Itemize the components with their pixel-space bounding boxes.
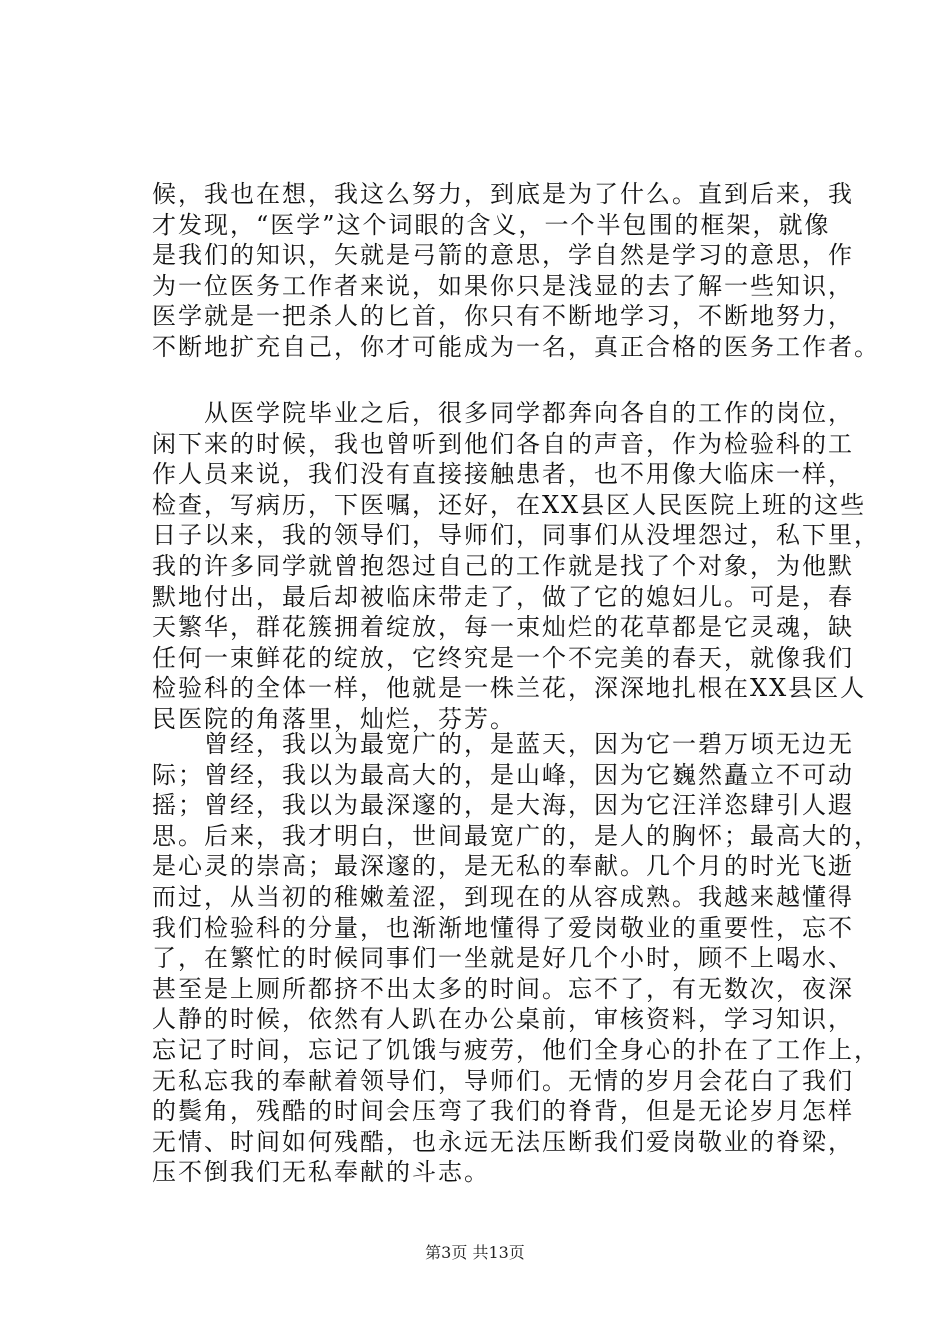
paragraph-1 [152, 179, 880, 363]
page-number: 第3页 共13页 [425, 1243, 525, 1262]
text-line: 从医学院毕业之后，很多同学都奔向各自的工作的岗位， [152, 399, 854, 427]
text-line: 我的许多同学就曾抱怨过自己的工作就是找了个对象，为他默 [152, 551, 854, 580]
text-line: 了，在繁忙的时候同事们一坐就是好几个小时，顾不上喝水、 [152, 944, 854, 973]
text-line: 是心灵的崇高；最深邃的，是无私的奉献。几个月的时光飞逝 [152, 852, 854, 881]
text-line: 思。后来，我才明白，世间最宽广的，是人的胸怀；最高大的， [152, 821, 880, 850]
text-line: 的鬓角，残酷的时间会压弯了我们的脊背，但是无论岁月怎样 [152, 1097, 854, 1126]
text-line: 际；曾经，我以为最高大的，是山峰，因为它巍然矗立不可动 [152, 760, 854, 789]
text-line: 检验科的全体一样，他就是一株兰花，深深地扎根在XX县区人 [152, 674, 867, 703]
text-line: 忘记了时间，忘记了饥饿与疲劳，他们全身心的扑在了工作上， [152, 1035, 880, 1064]
text-line: 不断地扩充自己，你才可能成为一名，真正合格的医务工作者。 [152, 332, 880, 361]
paragraph-3 [152, 729, 880, 1188]
paragraph-2 [152, 398, 880, 735]
text-line: 甚至是上厕所都挤不出太多的时间。忘不了，有无数次，夜深 [152, 974, 854, 1003]
text-line: 人静的时候，依然有人趴在办公桌前，审核资料，学习知识， [152, 1005, 854, 1034]
text-line: 闲下来的时候，我也曾听到他们各自的声音，作为检验科的工 [152, 429, 854, 458]
text-line: 而过，从当初的稚嫩羞涩，到现在的从容成熟。我越来越懂得 [152, 882, 854, 911]
text-line: 是我们的知识，矢就是弓箭的意思，学自然是学习的意思，作 [152, 241, 854, 270]
text-line: 无情、时间如何残酷，也永远无法压断我们爱岗敬业的脊梁， [152, 1127, 854, 1156]
text-line: 才发现，“医学”这个词眼的含义，一个半包围的框架，就像 [152, 210, 831, 239]
text-line: 检查，写病历，下医嘱，还好，在XX县区人民医院上班的这些 [152, 490, 867, 519]
text-line: 日子以来，我的领导们，导师们，同事们从没埋怨过，私下里， [152, 521, 880, 550]
text-line: 曾经，我以为最宽广的，是蓝天，因为它一碧万顷无边无 [152, 730, 854, 758]
text-line: 作人员来说，我们没有直接接触患者，也不用像大临床一样， [152, 460, 854, 489]
text-line: 医学就是一把杀人的匕首，你只有不断地学习，不断地努力， [152, 302, 854, 331]
text-line: 默地付出，最后却被临床带走了，做了它的媳妇儿。可是，春 [152, 582, 854, 611]
text-line: 摇；曾经，我以为最深邃的，是大海，因为它汪洋恣肆引人遐 [152, 791, 854, 820]
text-line: 压不倒我们无私奉献的斗志。 [152, 1158, 490, 1187]
text-line: 天繁华，群花簇拥着绽放，每一束灿烂的花草都是它灵魂，缺 [152, 613, 854, 642]
text-line: 我们检验科的分量，也渐渐地懂得了爱岗敬业的重要性，忘不 [152, 913, 854, 942]
text-line: 任何一束鲜花的绽放，它终究是一个不完美的春天，就像我们 [152, 643, 854, 672]
text-line: 候，我也在想，我这么努力，到底是为了什么。直到后来，我 [152, 180, 854, 208]
text-line: 无私忘我的奉献着领导们，导师们。无情的岁月会花白了我们 [152, 1066, 854, 1095]
page-footer [0, 1243, 950, 1263]
text-line: 为一位医务工作者来说，如果你只是浅显的去了解一些知识， [152, 271, 854, 300]
text-line: 民医院的角落里，灿烂，芬芳。 [152, 704, 516, 733]
